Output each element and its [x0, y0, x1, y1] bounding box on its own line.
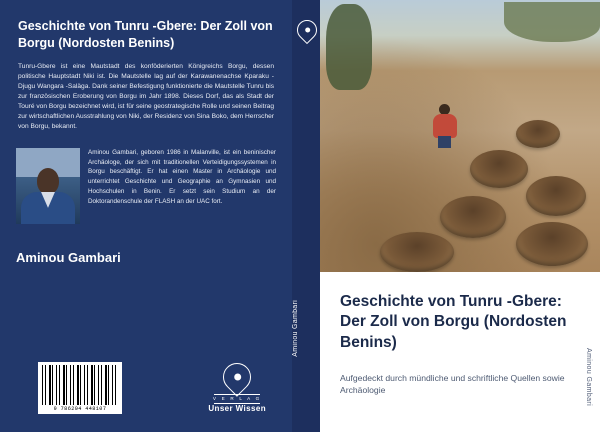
back-cover-blurb: Tunru-Gbere ist eine Mautstadt des konföderierten Königreichs Borgu, dessen politische Hauptstadt Niki ist. Die Mautstelle lag auf der Karawanenachse Kparaku -Djugu Wangara -Saläga. Dank seiner Befestigung funktionierte die Mautstelle Tunru bis zur französischen Eroberung von Borgu im Jahr 1898. Dieses Dorf, das als Stadt der Touré von Borgu bezeichnet wird, ist für seine geostrategische Rolle und seinen Beitrag zur wirtschaftlichen Ausstrahlung von Niki, der Residenz von Sina Boko, dem Herrscher von Borgu, bekannt.: [18, 62, 274, 130]
spine-author-name: Aminou Gambari: [292, 300, 299, 357]
front-cover-subtitle: Aufgedeckt durch mündliche und schriftliche Quellen sowie Archäologie: [340, 373, 565, 396]
excavation-pit: [516, 120, 560, 148]
publisher-logo: [208, 363, 266, 414]
tree-foliage-left: [326, 4, 372, 90]
barcode-bars: [42, 365, 118, 405]
front-cover-photograph: [320, 0, 600, 272]
spine-water-drop-icon: [293, 16, 321, 44]
author-portrait-photo: [16, 148, 80, 224]
front-cover: [320, 0, 600, 432]
person-legs-shape: [438, 136, 451, 148]
publisher-kicker: V E R L A G: [212, 396, 262, 402]
author-block: [16, 148, 276, 224]
excavation-pit: [526, 176, 586, 216]
excavation-pit: [440, 196, 506, 238]
publisher-name: Unser Wissen: [208, 404, 266, 414]
water-drop-icon: [217, 357, 257, 397]
portrait-head-shape: [37, 168, 59, 194]
isbn-barcode: [38, 362, 122, 414]
back-cover-title: Geschichte von Tunru -Gbere: Der Zoll von Borgu (Nordosten Benins): [18, 19, 273, 50]
front-cover-title: Geschichte von Tunru -Gbere: Der Zoll von Borgu (Nordosten Benins): [340, 293, 567, 351]
front-cover-author-name: Aminou Gambari: [585, 348, 592, 407]
excavation-pit: [470, 150, 528, 188]
book-spine: [292, 0, 320, 432]
back-cover: [0, 0, 292, 432]
person-torso-shape: [433, 114, 457, 138]
excavation-pit: [380, 232, 454, 272]
excavation-pit: [516, 222, 588, 266]
person-figure: [432, 104, 458, 148]
author-biography: Aminou Gambari, geboren 1986 in Malanville, ist ein beninischer Archäologe, der sich mit traditionellen Verteidigungssystemen in Borgu beschäftigt. Er hat einen Master in Archäologie und unterrichtet Geschichte und Geographie an Gymnasien und Hochschulen in Benin. Er setzt sein Studium an der Doktorandenschule der FLASH an der UAC fort.: [88, 148, 276, 205]
back-cover-author-name: Aminou Gambari: [16, 250, 121, 265]
tree-foliage-right: [504, 2, 600, 42]
isbn-number: 9 786204 448107: [53, 406, 107, 412]
